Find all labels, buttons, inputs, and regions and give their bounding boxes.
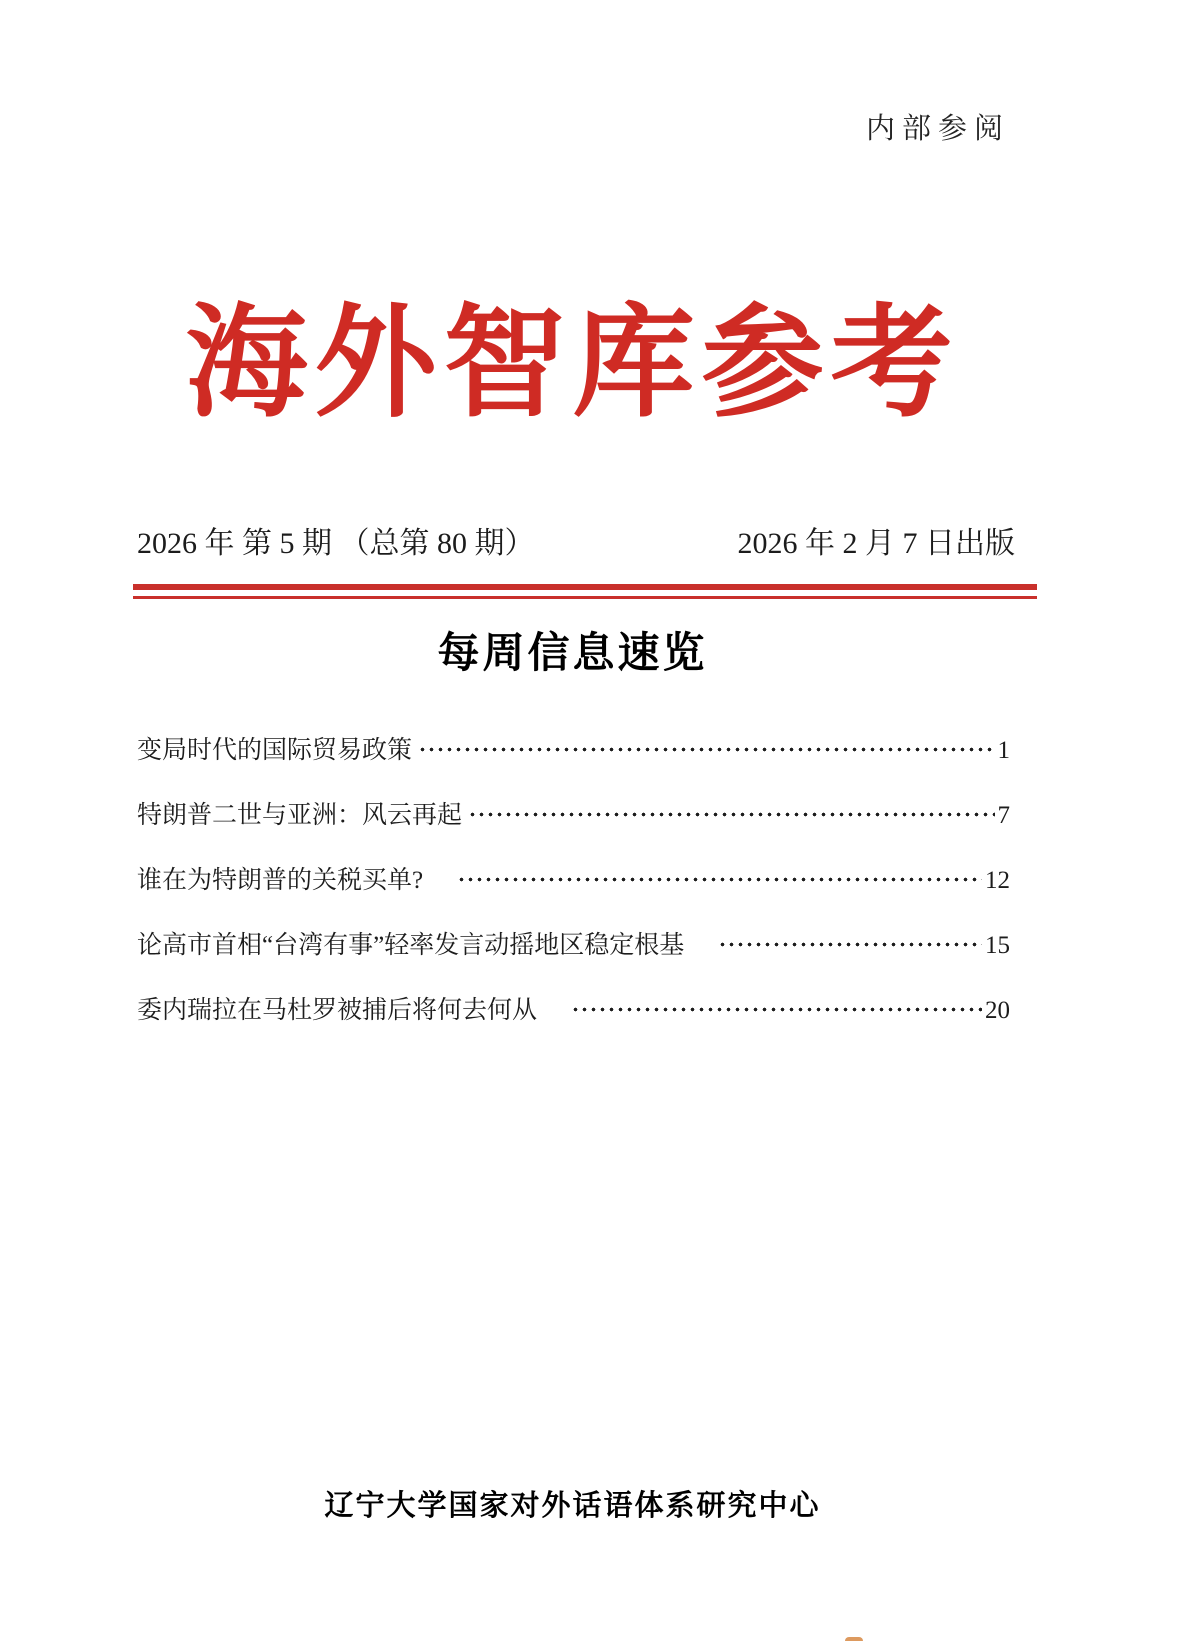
toc-dot-leader xyxy=(718,940,982,949)
toc-list xyxy=(137,730,1010,1055)
toc-item-page-number: 20 xyxy=(985,997,1010,1024)
toc-item-title: 委内瑞拉在马杜罗被捕后将何去何从 xyxy=(137,997,538,1024)
toc-item xyxy=(137,730,1010,764)
toc-item-page-number: 7 xyxy=(997,802,1010,829)
issue-row xyxy=(137,518,1015,562)
toc-item-title: 特朗普二世与亚洲：风云再起 xyxy=(137,802,463,829)
toc-item-title: 变局时代的国际贸易政策 xyxy=(137,737,413,764)
toc-item-page-number: 1 xyxy=(997,737,1010,764)
section-title: 每周信息速览 xyxy=(437,629,708,676)
double-red-rule xyxy=(133,584,1037,599)
toc-dot-leader xyxy=(571,1005,982,1014)
classification-label: 内部参阅 xyxy=(865,113,1010,145)
toc-item-title: 论高市首相“台湾有事”轻率发言动摇地区稳定根基 xyxy=(137,932,685,959)
publish-date: 2026 年 2 月 7 日出版 xyxy=(737,527,1015,560)
toc-item-title: 谁在为特朗普的关税买单? xyxy=(137,867,424,894)
toc-item xyxy=(137,925,1010,959)
issue-info: 2026 年 第 5 期 （总第 80 期） xyxy=(137,527,535,560)
toc-item xyxy=(137,795,1010,829)
toc-dot-leader xyxy=(418,745,994,754)
toc-item xyxy=(137,860,1010,894)
bottom-edge-decoration xyxy=(845,1637,863,1641)
toc-item-page-number: 12 xyxy=(985,867,1010,894)
masthead-title: 海外智库参考 xyxy=(185,297,960,432)
footer-institution: 辽宁大学国家对外话语体系研究中心 xyxy=(324,1490,821,1522)
toc-dot-leader xyxy=(468,810,994,819)
toc-item-page-number: 15 xyxy=(985,932,1010,959)
toc-item xyxy=(137,990,1010,1024)
toc-dot-leader xyxy=(457,875,982,884)
